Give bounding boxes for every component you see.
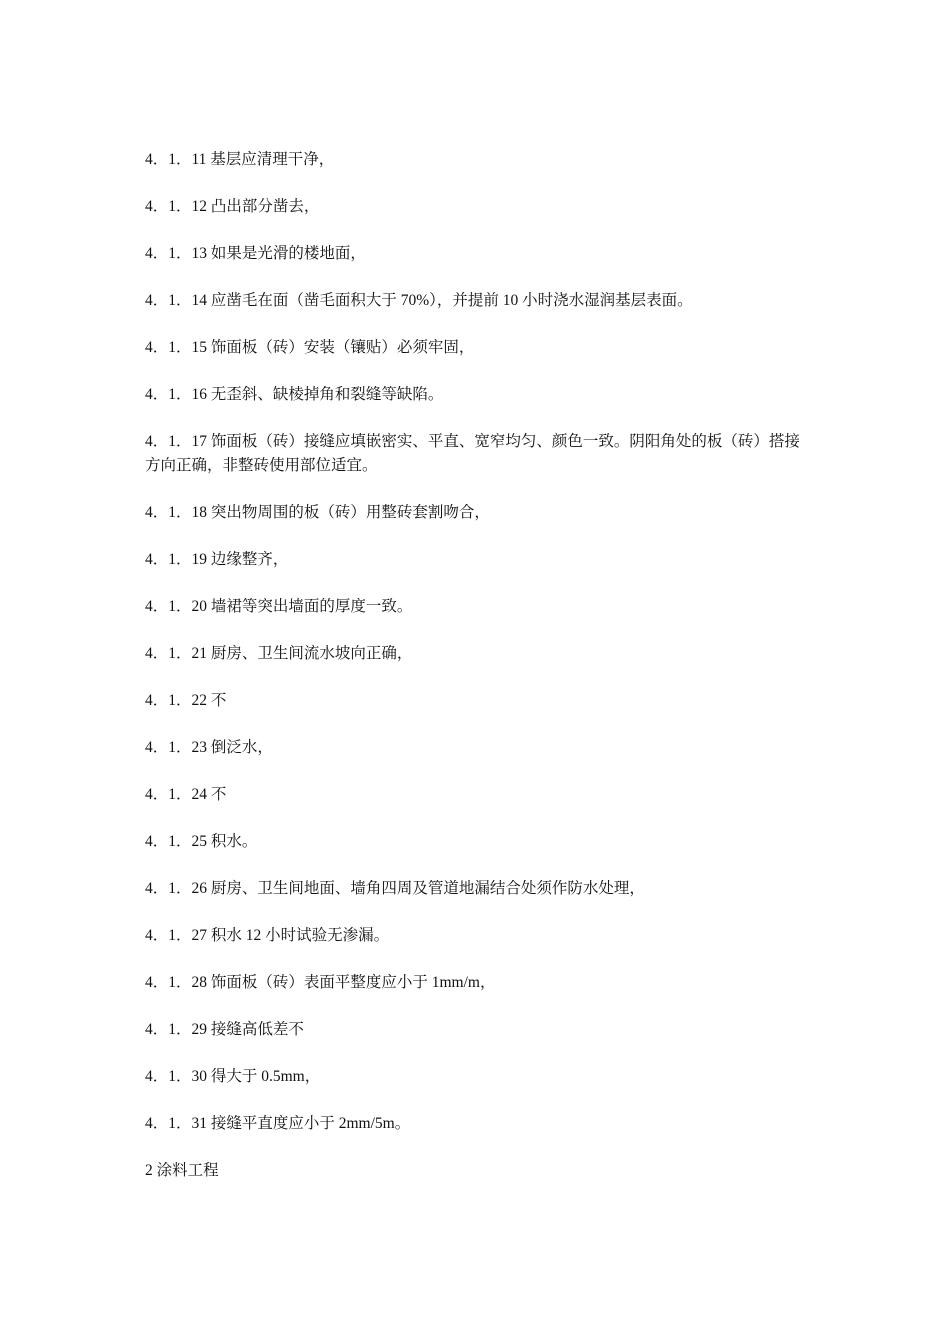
- clause-4-1-17: 4．1．17 饰面板（砖）接缝应填嵌密实、平直、宽窄均匀、颜色一致。阴阳角处的板（砖）搭接方向正确，非整砖使用部位适宜。: [145, 433, 800, 474]
- clause-4-1-30: 4．1．30 得大于 0.5mm，: [145, 1068, 321, 1085]
- clause-4-1-18: 4．1．18 突出物周围的板（砖）用整砖套割吻合，: [145, 504, 490, 521]
- clause-4-1-14: 4．1．14 应凿毛在面（凿毛面积大于 70%），并提前 10 小时浇水湿润基层表面。: [145, 292, 693, 309]
- clause-4-1-11: 4．1．11 基层应清理干净，: [145, 151, 335, 168]
- clause-4-1-16: 4．1．16 无歪斜、缺棱掉角和裂缝等缺陷。: [145, 386, 444, 403]
- clause-4-1-26: 4．1．26 厨房、卫生间地面、墙角四周及管道地漏结合处须作防水处理，: [145, 880, 645, 897]
- clause-4-1-24: 4．1．24 不: [145, 786, 227, 803]
- clause-4-1-15: 4．1．15 饰面板（砖）安装（镶贴）必须牢固，: [145, 339, 475, 356]
- clause-4-1-28: 4．1．28 饰面板（砖）表面平整度应小于 1mm/m，: [145, 974, 496, 991]
- clause-4-1-19: 4．1．19 边缘整齐，: [145, 551, 289, 568]
- clause-4-1-13: 4．1．13 如果是光滑的楼地面，: [145, 245, 366, 262]
- clause-4-1-23: 4．1．23 倒泛水，: [145, 739, 273, 756]
- clause-4-1-22: 4．1．22 不: [145, 692, 227, 709]
- clause-4-1-21: 4．1．21 厨房、卫生间流水坡向正确，: [145, 645, 413, 662]
- clause-4-1-29: 4．1．29 接缝高低差不: [145, 1021, 304, 1038]
- section-heading: 2 涂料工程: [145, 1162, 219, 1179]
- clause-4-1-27: 4．1．27 积水 12 小时试验无渗漏。: [145, 927, 390, 944]
- clause-4-1-25: 4．1．25 积水。: [145, 833, 258, 850]
- clause-4-1-31: 4．1．31 接缝平直度应小于 2mm/5m。: [145, 1115, 411, 1132]
- clause-4-1-12: 4．1．12 凸出部分凿去，: [145, 198, 320, 215]
- document-body: [145, 148, 810, 1183]
- clause-4-1-20: 4．1．20 墙裙等突出墙面的厚度一致。: [145, 598, 413, 615]
